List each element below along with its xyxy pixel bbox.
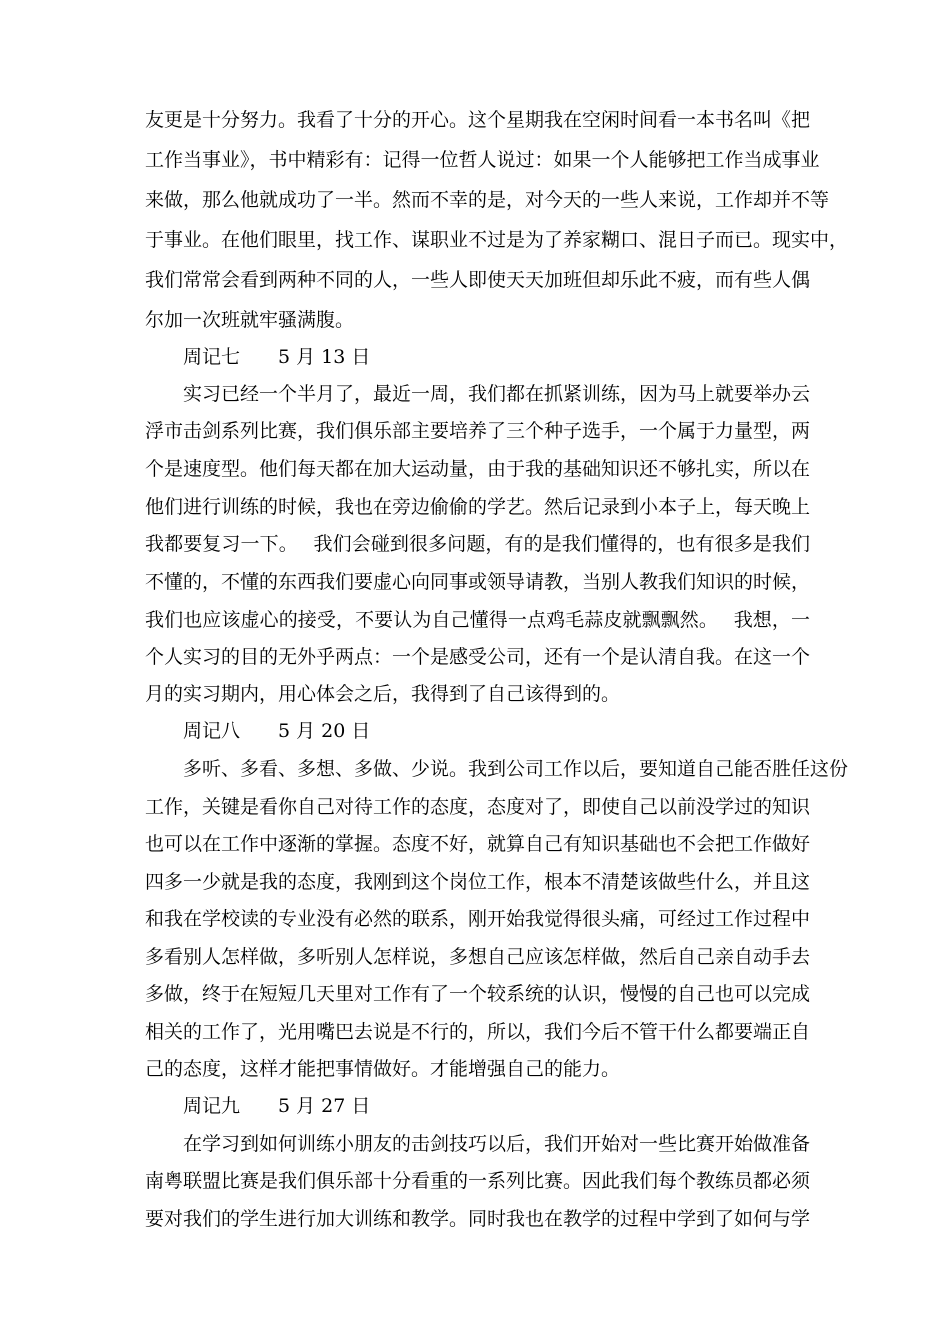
body-line: 于事业。在他们眼里，找工作、谋职业不过是为了养家糊口、混日子而已。现实中， <box>145 229 849 251</box>
body-line: 工作，关键是看你自己对待工作的态度，态度对了，即使自己以前没学过的知识 <box>145 796 811 818</box>
body-line: 实习已经一个半月了，最近一周，我们都在抓紧训练，因为马上就要举办云 <box>183 383 811 405</box>
body-line: 个是速度型。他们每天都在加大运动量，由于我的基础知识还不够扎实，所以在 <box>145 458 811 480</box>
body-line: 也可以在工作中逐渐的掌握。态度不好，就算自己有知识基础也不会把工作做好 <box>145 833 811 855</box>
body-line: 工作当事业》，书中精彩有：记得一位哲人说过：如果一个人能够把工作当成事业 <box>145 149 820 171</box>
body-line: 月的实习期内，用心体会之后，我得到了自己该得到的。 <box>145 683 621 705</box>
body-line: 相关的工作了，光用嘴巴去说是不行的，所以，我们今后不管干什么都要端正自 <box>145 1021 811 1043</box>
body-line: 南粤联盟比赛是我们俱乐部十分看重的一系列比赛。因此我们每个教练员都必须 <box>145 1170 811 1192</box>
body-line: 在学习到如何训练小朋友的击剑技巧以后，我们开始对一些比赛开始做准备 <box>183 1133 811 1155</box>
week-heading: 周记八 5 月 20 日 <box>183 720 371 742</box>
body-line: 多做，终于在短短几天里对工作有了一个较系统的认识，慢慢的自己也可以完成 <box>145 983 811 1005</box>
body-line: 多看别人怎样做，多听别人怎样说，多想自己应该怎样做，然后自己亲自动手去 <box>145 946 811 968</box>
body-line: 和我在学校读的专业没有必然的联系，刚开始我觉得很头痛，可经过工作过程中 <box>145 908 811 930</box>
body-line: 要对我们的学生进行加大训练和教学。同时我也在教学的过程中学到了如何与学 <box>145 1208 811 1230</box>
body-line: 个人实习的目的无外乎两点：一个是感受公司，还有一个是认清自我。在这一个 <box>145 646 811 668</box>
body-line: 尔加一次班就牢骚满腹。 <box>145 309 355 331</box>
body-line: 我们常常会看到两种不同的人，一些人即使天天加班但却乐此不疲，而有些人偶 <box>145 269 811 291</box>
week-heading: 周记七 5 月 13 日 <box>183 346 371 368</box>
body-line: 我都要复习一下。 我们会碰到很多问题，有的是我们懂得的，也有很多是我们 <box>145 533 810 555</box>
body-line: 来做，那么他就成功了一半。然而不幸的是，对今天的一些人来说，工作却并不等 <box>145 189 830 211</box>
week-heading: 周记九 5 月 27 日 <box>183 1095 371 1117</box>
body-line: 他们进行训练的时候，我也在旁边偷偷的学艺。然后记录到小本子上，每天晚上 <box>145 496 811 518</box>
body-line: 浮市击剑系列比赛，我们俱乐部主要培养了三个种子选手，一个属于力量型，两 <box>145 420 811 442</box>
body-line: 友更是十分努力。我看了十分的开心。这个星期我在空闲时间看一本书名叫《把 <box>145 109 811 131</box>
body-line: 己的态度，这样才能把事情做好。才能增强自己的能力。 <box>145 1058 621 1080</box>
body-line: 多听、多看、多想、多做、少说。我到公司工作以后，要知道自己能否胜任这份 <box>183 758 849 780</box>
body-line: 四多一少就是我的态度，我刚到这个岗位工作，根本不清楚该做些什么，并且这 <box>145 871 811 893</box>
body-line: 不懂的，不懂的东西我们要虚心向同事或领导请教，当别人教我们知识的时候， <box>145 571 811 593</box>
body-line: 我们也应该虚心的接受，不要认为自己懂得一点鸡毛蒜皮就飘飘然。 我想，一 <box>145 609 810 631</box>
